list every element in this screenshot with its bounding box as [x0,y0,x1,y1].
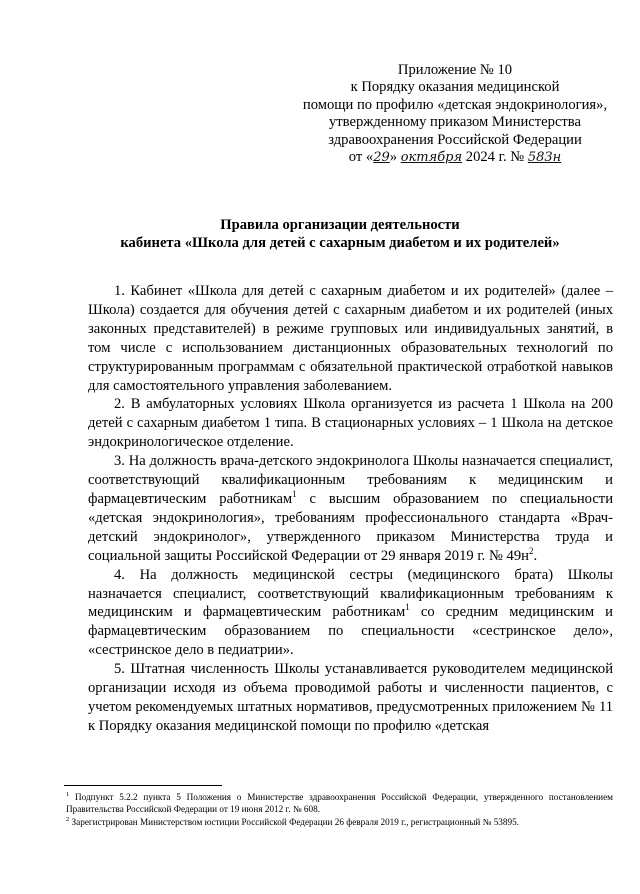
date-prefix: от « [348,149,374,166]
appendix-line-4: утвержденному приказом Министерства [329,114,581,131]
footnotes [66,792,613,829]
footnote-divider [64,785,222,786]
paragraph-3-part-b: с высшим образованием по специальности «детская эндокринология», требованиям профессионального стандарта «Врач-детский эндокринолог», утвержденного приказом Министерства труда и социальной защиты Российской Федерации от 29 января 2019 г. № 49н [88,490,613,564]
paragraph-4-part-a: 4. На должность медицинской сестры (медицинского брата) Школы назначается специалист, соответствующий квалификационным требованиям к медицинским и фармацевтическим работникам [88,566,613,621]
footnote-ref-2: 2 [528,545,534,556]
appendix-header [290,62,620,166]
footnote-2 [66,817,613,829]
date-day-handwritten: 29 [373,150,390,166]
date-mid: » [389,149,398,166]
order-number-handwritten: 583н [527,150,562,166]
footnote-2-mark: 2 [66,815,70,823]
footnote-2-text: Зарегистрирован Министерством юстиции Российской Федерации 26 февраля 2019 г., регистрационный № 53895. [69,816,519,827]
title-line-2: кабинета «Школа для детей с сахарным диабетом и их родителей» [120,235,560,251]
appendix-line-5: здравоохранения Российской Федерации [328,131,582,148]
paragraph-4-part-b: со средним медицинским и фармацевтическим образованием по специальности «сестринское дело», «сестринское дело в педиатрии». [88,604,613,659]
appendix-line-2: к Порядку оказания медицинской [350,79,560,96]
title-line-1: Правила организации деятельности [220,217,460,233]
footnote-ref-1: 1 [292,489,297,500]
document-title [60,216,620,252]
paragraph-3 [88,452,613,565]
footnote-1-text: Подпункт 5.2.2 пункта 5 Положения о Министерстве здравоохранения Российской Федерации, утвержденного постановлением Правительства Российской Федерации от 19 июня 2012 г. № 608. [66,792,613,814]
appendix-date-line [290,149,620,166]
date-year: 2024 г. № [465,149,525,166]
footnote-1 [66,792,613,816]
paragraph-4 [88,566,613,661]
appendix-line-3: помощи по профилю «детская эндокринология», [302,96,608,113]
paragraph-1: 1. Кабинет «Школа для детей с сахарным диабетом и их родителей» (далее – Школа) создается для обучения детей с сахарным диабетом и их родителей (иных законных представителей) в режиме групповых или индивидуальных занятий, в том числе с использованием дистанционных образовательных технологий по структурированным программам с обязательной практической отработкой навыков для самостоятельного управления заболеванием. [88,283,613,394]
paragraph-3-part-a: 3. На должность врача-детского эндокринолога Школы назначается специалист, соответствующий квалификационным требованиям к медицинским и фармацевтическим работникам [88,453,613,507]
appendix-number: Приложение № 10 [397,62,513,78]
paragraph-5: 5. Штатная численность Школы устанавливается руководителем медицинской организации исходя из объема проводимой работы и численности пациентов, с учетом рекомендуемых штатных нормативов, предусмотренных приложением № 11 к Порядку оказания медицинской помощи по профилю «детская [88,661,613,734]
paragraph-3-part-c: . [533,547,538,564]
footnote-ref-1: 1 [405,602,410,613]
date-month-handwritten: октября [400,150,463,166]
paragraph-2: 2. В амбулаторных условиях Школа организуется из расчета 1 Школа на 200 детей с сахарным диабетом 1 типа. В стационарных условиях – 1 Школа на детское эндокринологическое отделение. [88,396,613,451]
footnote-1-mark: 1 [66,790,70,798]
document-body [88,282,613,736]
